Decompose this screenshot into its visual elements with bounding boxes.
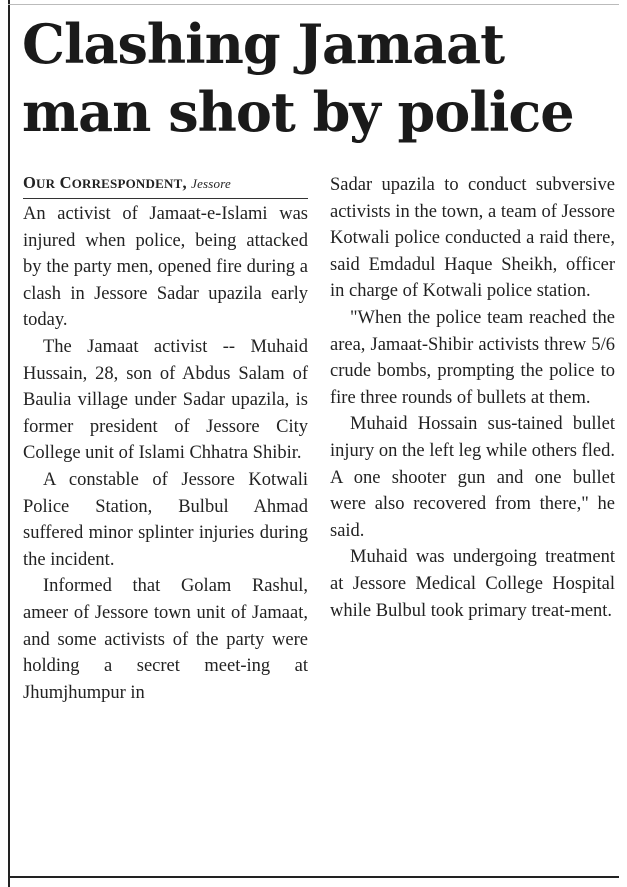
left-column <box>23 172 308 706</box>
paragraph: "When the police team reached the area, Jamaat-Shibir activists threw 5/6 crude bombs, prompting the police to fire three rounds of bullets at them. <box>330 307 615 408</box>
byline-comma: , <box>182 173 187 192</box>
byline-smallcaps-2: ORRESPONDENT <box>71 176 183 191</box>
paragraph: Muhaid was undergoing treatment at Jessore Medical College Hospital while Bulbul took primary treat-ment. <box>330 547 615 621</box>
paragraph: The Jamaat activist -- Muhaid Hussain, 28, son of Abdus Salam of Baulia village under Sadar upazila, is former president of Jessore City College unit of Islami Chhatra Shibir. <box>23 336 308 464</box>
top-rule <box>8 4 619 5</box>
paragraph: Muhaid Hossain sus-tained bullet injury on the left leg while others fled. A one shooter gun and one bullet were also recovered from there," he said. <box>330 414 615 541</box>
paragraph: A constable of Jessore Kotwali Police Station, Bulbul Ahmad suffered minor splinter injuries during the incident. <box>23 469 308 570</box>
paragraph: Sadar upazila to conduct subversive activists in the town, a team of Jessore Kotwali police conducted a raid there, said Emdadul Haque Sheikh, officer in charge of Kotwali police station. <box>330 175 615 302</box>
byline-location: Jessore <box>191 176 231 191</box>
paragraph: An activist of Jamaat-e-Islami was injured when police, being attacked by the party men, opened fire during a clash in Jessore Sadar upazila early today. <box>23 204 308 331</box>
right-column <box>330 172 615 624</box>
left-column-rule <box>8 0 10 887</box>
byline <box>23 172 308 199</box>
bottom-rule <box>8 876 619 878</box>
byline-letter-1: O <box>23 173 37 192</box>
paragraph: Informed that Golam Rashul, ameer of Jessore town unit of Jamaat, and some activists of the party were holding a secret meet-ing at Jhumjhumpur in <box>23 576 308 703</box>
byline-letter-2: C <box>59 173 72 192</box>
headline: Clashing Jamaat man shot by police <box>22 12 574 144</box>
byline-smallcaps-1: UR <box>36 176 56 191</box>
